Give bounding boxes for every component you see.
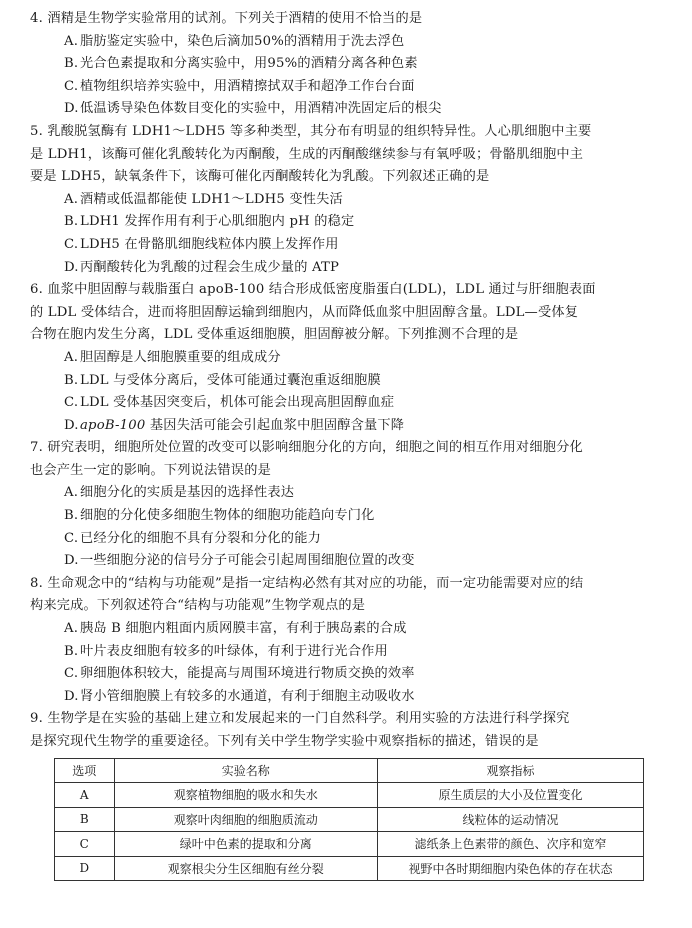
option-d — [0, 98, 692, 121]
question-stem — [0, 437, 692, 482]
option-c — [0, 76, 692, 99]
table-row — [55, 783, 644, 808]
header-option: 选项 — [55, 758, 115, 783]
option-text: 已经分化的细胞不具有分裂和分化的能力 — [80, 530, 321, 546]
question-5 — [0, 121, 692, 279]
stem-line: 合物在胞内发生分离，LDL 受体重返细胞膜，胆固醇被分解。下列推测不合理的是 — [30, 327, 519, 343]
stem-line: 9. 生物学是在实验的基础上建立和发展起来的一门自然科学。利用实验的方法进行科学探究 — [30, 711, 570, 727]
option-text: 肾小管细胞膜上有较多的水通道，有利于细胞主动吸收水 — [80, 688, 415, 704]
option-text: LDL 与受体分离后，受体可能通过囊泡重返细胞膜 — [80, 372, 381, 388]
table-row — [55, 807, 644, 832]
table-cell: 观察叶肉细胞的细胞质流动 — [114, 807, 378, 832]
option-letter: B. — [64, 56, 79, 72]
option-text: 胰岛 B 细胞内粗面内质网膜丰富，有利于胰岛素的合成 — [80, 621, 407, 637]
header-experiment: 实验名称 — [114, 758, 378, 783]
option-b — [0, 53, 692, 76]
table-cell: 线粒体的运动情况 — [378, 807, 644, 832]
table-row — [55, 856, 644, 881]
question-8 — [0, 573, 692, 709]
table-row — [55, 832, 644, 857]
option-b — [0, 505, 692, 528]
stem-line: 构来完成。下列叙述符合“结构与功能观”生物学观点的是 — [30, 598, 366, 614]
question-stem — [0, 279, 692, 347]
option-text: 脂肪鉴定实验中，染色后滴加50%的酒精用于洗去浮色 — [80, 33, 405, 49]
table-cell: 观察植物细胞的吸水和失水 — [114, 783, 378, 808]
option-c — [0, 234, 692, 257]
option-a — [0, 189, 692, 212]
option-text: 基因失活可能会引起血浆中胆固醇含量下降 — [145, 417, 405, 433]
option-letter: B. — [64, 372, 79, 388]
table-cell: B — [55, 807, 115, 832]
stem-line: 5. 乳酸脱氢酶有 LDH1～LDH5 等多种类型，其分布有明显的组织特异性。人心肌细胞中主要 — [30, 123, 592, 139]
option-d — [0, 257, 692, 280]
option-text: 光合色素提取和分离实验中，用95%的酒精分离各种色素 — [80, 56, 418, 72]
option-letter: B. — [64, 508, 79, 524]
option-a — [0, 347, 692, 370]
table-cell: A — [55, 783, 115, 808]
option-letter: D. — [64, 688, 79, 704]
question-stem — [0, 573, 692, 618]
stem-line: 是探究现代生物学的重要途径。下列有关中学生物学实验中观察指标的描述，错误的是 — [30, 734, 539, 749]
question-stem — [0, 708, 692, 753]
option-letter: D. — [64, 259, 79, 275]
option-c — [0, 528, 692, 551]
option-b — [0, 211, 692, 234]
option-text: LDH5 在骨骼肌细胞线粒体内膜上发挥作用 — [80, 236, 339, 252]
option-text: 胆固醇是人细胞膜重要的组成成分 — [80, 349, 281, 365]
option-b — [0, 370, 692, 393]
option-text: 丙酮酸转化为乳酸的过程会生成少量的 ATP — [80, 259, 340, 275]
option-letter: B. — [64, 643, 79, 659]
option-a — [0, 482, 692, 505]
option-a — [0, 618, 692, 641]
table-cell: 滤纸条上色素带的颜色、次序和宽窄 — [378, 832, 644, 857]
stem-line: 要是 LDH5，缺氧条件下，该酶可催化丙酮酸转化为乳酸。下列叙述正确的是 — [30, 169, 490, 185]
option-text: 酒精或低温都能使 LDH1～LDH5 变性失活 — [80, 191, 343, 207]
question-4 — [0, 0, 692, 121]
option-d — [0, 415, 692, 438]
option-text: 细胞分化的实质是基因的选择性表达 — [80, 485, 295, 501]
option-d — [0, 686, 692, 709]
option-letter: C. — [64, 78, 79, 94]
observation-table — [54, 758, 644, 882]
option-text: 卵细胞体积较大，能提高与周围环境进行物质交换的效率 — [80, 666, 415, 682]
option-letter: D. — [64, 553, 79, 569]
option-letter: B. — [64, 214, 79, 230]
option-c — [0, 392, 692, 415]
question-stem — [0, 8, 692, 31]
gene-name: apoB-100 — [80, 417, 146, 433]
option-text: 植物组织培养实验中，用酒精擦拭双手和超净工作台台面 — [80, 78, 415, 94]
option-text: 低温诱导染色体数目变化的实验中，用酒精冲洗固定后的根尖 — [80, 101, 442, 117]
option-letter: A. — [64, 191, 79, 207]
stem-line: 6. 血浆中胆固醇与载脂蛋白 apoB-100 结合形成低密度脂蛋白(LDL)，LDL 通过与肝细胞表面 — [30, 282, 596, 298]
question-6 — [0, 279, 692, 437]
table-cell: 原生质层的大小及位置变化 — [378, 783, 644, 808]
option-text: LDH1 发挥作用有利于心肌细胞内 pH 的稳定 — [80, 214, 355, 230]
option-text: 叶片表皮细胞有较多的叶绿体，有利于进行光合作用 — [80, 643, 388, 659]
option-b — [0, 641, 692, 664]
option-letter: C. — [64, 666, 79, 682]
question-9 — [0, 708, 692, 881]
option-letter: D. — [64, 101, 79, 117]
option-letter: D. — [64, 417, 79, 433]
option-text: 一些细胞分泌的信号分子可能会引起周围细胞位置的改变 — [80, 553, 415, 569]
option-letter: A. — [64, 485, 79, 501]
option-d — [0, 550, 692, 573]
stem-line: 8. 生命观念中的“结构与功能观”是指一定结构必然有其对应的功能，而一定功能需要对应的结 — [30, 575, 584, 591]
option-text: LDL 受体基因突变后，机体可能会出现高胆固醇血症 — [80, 395, 395, 411]
option-letter: A. — [64, 349, 79, 365]
stem-line: 是 LDH1，该酶可催化乳酸转化为丙酮酸，生成的丙酮酸继续参与有氧呼吸；骨骼肌细胞中主 — [30, 146, 584, 162]
table-cell: 绿叶中色素的提取和分离 — [114, 832, 378, 857]
table-cell: C — [55, 832, 115, 857]
header-indicator: 观察指标 — [378, 758, 644, 783]
option-a — [0, 31, 692, 54]
option-letter: C. — [64, 236, 79, 252]
option-c — [0, 663, 692, 686]
stem-line: 也会产生一定的影响。下列说法错误的是 — [30, 462, 271, 478]
stem-line: 4. 酒精是生物学实验常用的试剂。下列关于酒精的使用不恰当的是 — [30, 11, 423, 26]
table-header-row — [55, 758, 644, 783]
option-text: 细胞的分化使多细胞生物体的细胞功能趋向专门化 — [80, 508, 375, 524]
option-letter: C. — [64, 530, 79, 546]
table-cell: D — [55, 856, 115, 881]
question-7 — [0, 437, 692, 573]
table-cell: 观察根尖分生区细胞有丝分裂 — [114, 856, 378, 881]
question-stem — [0, 121, 692, 189]
stem-line: 7. 研究表明，细胞所处位置的改变可以影响细胞分化的方向，细胞之间的相互作用对细胞分化 — [30, 440, 583, 456]
stem-line: 的 LDL 受体结合，进而将胆固醇运输到细胞内，从而降低血浆中胆固醇含量。LDL—受体复 — [30, 304, 579, 320]
option-letter: A. — [64, 33, 79, 49]
option-letter: A. — [64, 621, 79, 637]
option-letter: C. — [64, 395, 79, 411]
table-cell: 视野中各时期细胞内染色体的存在状态 — [378, 856, 644, 881]
